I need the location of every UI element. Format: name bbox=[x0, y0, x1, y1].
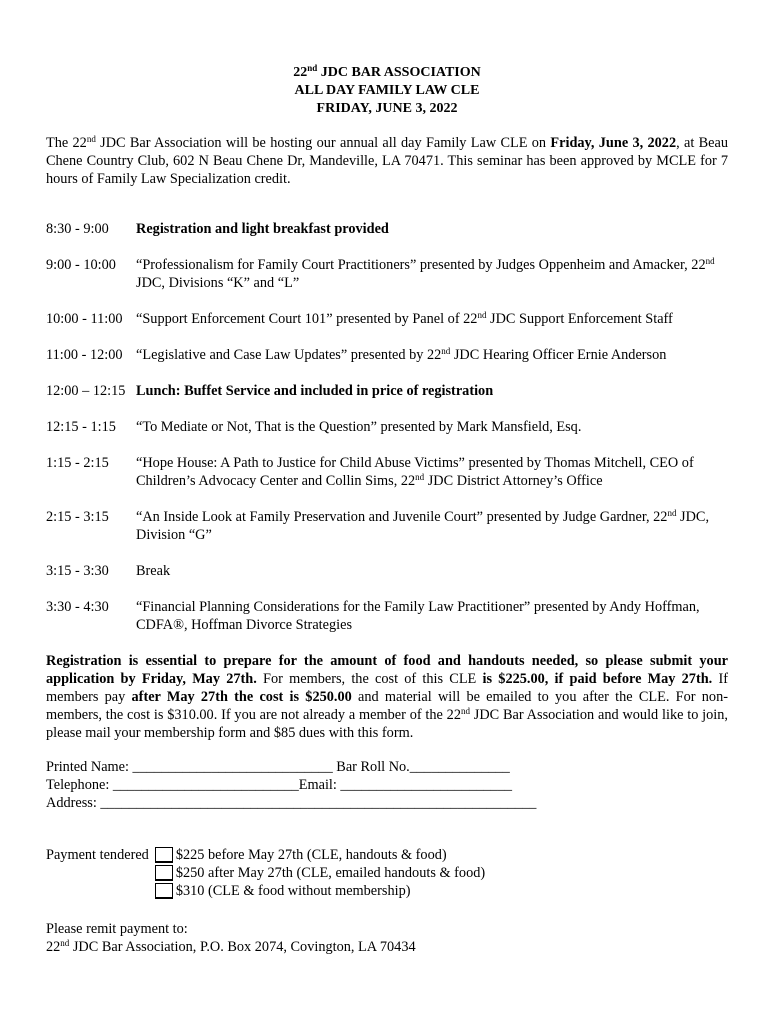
remit-heading: Please remit payment to: bbox=[46, 921, 188, 937]
schedule-time: 3:30 - 4:30 bbox=[46, 599, 109, 615]
printed-name-field[interactable]: Printed Name: ____________________________ Bar Roll No.______________ bbox=[46, 759, 510, 775]
schedule-row bbox=[46, 346, 728, 364]
schedule-row bbox=[46, 508, 728, 544]
intro-paragraph: The 22nd JDC Bar Association will be hosting our annual all day Family Law CLE on Friday, June 3, 2022, at Beau Chene Country Club, 602 N Beau Chene Dr, Mandeville, LA 70471. This seminar has been approved by MCLE for 7 hours of Family Law Specialization credit. bbox=[46, 134, 728, 187]
payment-checkbox[interactable] bbox=[155, 847, 173, 863]
schedule-row bbox=[46, 454, 728, 490]
payment-section bbox=[46, 846, 728, 900]
schedule-row bbox=[46, 382, 728, 400]
schedule-row bbox=[46, 220, 728, 238]
schedule-desc: “Legislative and Case Law Updates” presented by 22nd JDC Hearing Officer Ernie Anderson bbox=[136, 346, 667, 363]
schedule-time: 3:15 - 3:30 bbox=[46, 563, 109, 579]
payment-checkbox[interactable] bbox=[155, 883, 173, 899]
header-line-1: 22nd JDC BAR ASSOCIATION bbox=[293, 63, 481, 80]
payment-options bbox=[155, 846, 485, 900]
schedule-desc: “To Mediate or Not, That is the Question” presented by Mark Mansfield, Esq. bbox=[136, 419, 582, 435]
schedule bbox=[46, 220, 728, 634]
schedule-time: 11:00 - 12:00 bbox=[46, 347, 123, 363]
schedule-time: 12:15 - 1:15 bbox=[46, 419, 116, 435]
registration-fields bbox=[46, 758, 728, 812]
schedule-desc: Registration and light breakfast provided bbox=[136, 221, 389, 237]
remit-section bbox=[46, 920, 728, 956]
schedule-row bbox=[46, 310, 728, 328]
schedule-time: 10:00 - 11:00 bbox=[46, 311, 123, 327]
schedule-desc: Lunch: Buffet Service and included in price of registration bbox=[136, 383, 494, 399]
payment-option bbox=[155, 864, 485, 882]
header-line-3: FRIDAY, JUNE 3, 2022 bbox=[316, 101, 458, 116]
schedule-desc: “An Inside Look at Family Preservation and Juvenile Court” presented by Judge Gardner, 22nd JDC, Division “G” bbox=[136, 508, 710, 543]
telephone-field[interactable]: Telephone: __________________________Email: ________________________ bbox=[46, 777, 512, 793]
schedule-time: 2:15 - 3:15 bbox=[46, 509, 109, 525]
schedule-row bbox=[46, 598, 728, 634]
schedule-desc: “Financial Planning Considerations for the Family Law Practitioner” presented by Andy Hoffman, CDFA®, Hoffman Divorce Strategies bbox=[136, 599, 700, 633]
payment-option bbox=[155, 846, 485, 864]
address-field[interactable]: Address: _____________________________________________________________ bbox=[46, 795, 537, 811]
document-page bbox=[46, 64, 728, 956]
schedule-time: 9:00 - 10:00 bbox=[46, 257, 116, 273]
schedule-desc: Break bbox=[136, 563, 171, 579]
schedule-time: 1:15 - 2:15 bbox=[46, 455, 109, 471]
schedule-desc: “Support Enforcement Court 101” presented by Panel of 22nd JDC Support Enforcement Staff bbox=[136, 310, 673, 327]
remit-address: 22nd JDC Bar Association, P.O. Box 2074, Covington, LA 70434 bbox=[46, 938, 416, 955]
payment-option-label: $310 (CLE & food without membership) bbox=[175, 883, 411, 899]
payment-option bbox=[155, 882, 485, 900]
schedule-time: 12:00 – 12:15 bbox=[46, 383, 126, 399]
schedule-row bbox=[46, 562, 728, 580]
header-line-2: ALL DAY FAMILY LAW CLE bbox=[294, 83, 480, 98]
schedule-row bbox=[46, 418, 728, 436]
payment-checkbox[interactable] bbox=[155, 865, 173, 881]
schedule-desc: “Professionalism for Family Court Practitioners” presented by Judges Oppenheim and Amacker, 22nd JDC, Divisions “K” and “L” bbox=[136, 256, 715, 291]
schedule-row bbox=[46, 256, 728, 292]
registration-paragraph: Registration is essential to prepare for the amount of food and handouts needed, so please submit your application by Friday, May 27th. For members, the cost of this CLE is $225.00, if paid before May 27th. If members pay after May 27th the cost is $250.00 and material will be emailed to you after the CLE. For non-members, the cost is $310.00. If you are not already a member of the 22nd JDC Bar Association and would like to join, please mail your membership form and $85 dues with this form. bbox=[46, 653, 728, 741]
payment-option-label: $225 before May 27th (CLE, handouts & food) bbox=[175, 847, 447, 863]
payment-label: Payment tendered bbox=[46, 847, 149, 863]
document-header bbox=[46, 64, 728, 118]
schedule-time: 8:30 - 9:00 bbox=[46, 221, 109, 237]
payment-option-label: $250 after May 27th (CLE, emailed handouts & food) bbox=[175, 865, 486, 881]
schedule-desc: “Hope House: A Path to Justice for Child Abuse Victims” presented by Thomas Mitchell, CEO of Children’s Advocacy Center and Collin Sims, 22nd JDC District Attorney’s Office bbox=[136, 455, 694, 489]
